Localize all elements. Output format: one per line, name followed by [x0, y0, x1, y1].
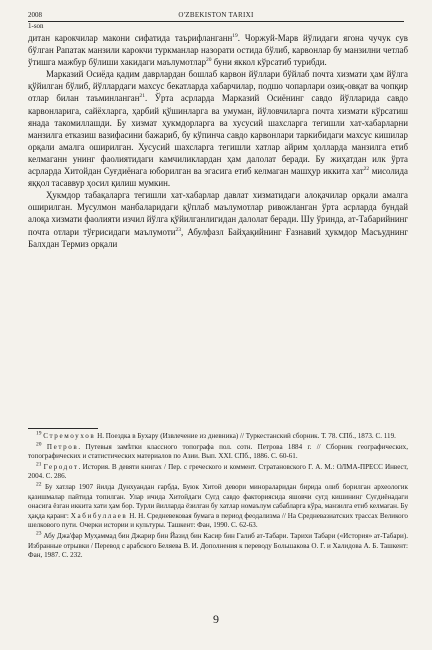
- header-year: 2008: [28, 11, 42, 19]
- header-issue: 1-son: [28, 22, 44, 30]
- text-run: Н. Поездка в Бухару (Извлечение из дневника) // Туркестанский сборник. Т. 78. СПб., 1873. С. 119.: [95, 432, 396, 440]
- text-run: , Абулфазл Байҳақийнинг Ғазнавий ҳукмдор Масъуднинг Балхдан Термиз орқали: [28, 226, 409, 249]
- running-header: [28, 10, 404, 22]
- text-run: Абу Джа'фар Муҳаммад бин Джарир бин Йазид бин Касир бин Галиб ат-Табари. Тарихи Табари («История» ат-Табари). Избранные отрывки / Перевод с арабского Беляева В. И. Дополнения к переводу Большакова О. Г. и Халидова А. Б. Ташкент: Фан, 1987. С. 232.: [28, 531, 408, 560]
- page-number: 9: [213, 612, 219, 626]
- author-name: Стремоухов: [43, 432, 96, 440]
- text-run: Н. Н. Средневековая бумага в период феодализма // На Средневазиатских трассах Великого шелкового пути. Очерки истории и культуры. Ташкент: Фан, 1990. С. 62-63.: [28, 511, 408, 530]
- text-run: Бу хатлар 1907 йилда Дунхуандан ғарбда, Буюк Хитой девори минораларидан бирида олиб борилган археологик қазишмалар пайтида топилган. Улар ичида Хитойдаги Сугд савдо факториясида яшовчи сугд кишининг Суғдиёнадаги онасига ёзган иккита хати ҳам бор. Турли йилларда ёзилган бу хатлар номаълум сабабларга кўра, манзилга етиб келмаган. Бу ҳақда қаранг:: [28, 482, 408, 520]
- header-journal-title: O'ZBEKISTON TARIXI: [178, 11, 254, 19]
- footnote-reference: 19: [232, 33, 238, 40]
- footnote: [28, 532, 408, 561]
- text-run: Ҳукмдор табақаларга тегишли хат-хабарлар давлат хизматидаги алоқачилар орқали амалга оширилган. Мусулмон манбаларидаги қўплаб маълумотлар ривожланган ўрта асрларда бундай алоқа хизмати фаолияти изчил йўлга қўйилганлигидан далолат беради. Шу ўринда, ат-Табарийнинг почта отлари тўғрисидаги маълумоти: [28, 190, 408, 237]
- text-run: . История. В девяти книгах / Пер. с греческого и коммент. Стратановского Г. А. М.: ОЛМА-ПРЕСС Инвест, 2004. С. 286.: [28, 462, 409, 481]
- footnote-number: 19: [36, 430, 42, 437]
- footnote: [28, 432, 408, 442]
- paragraph: [28, 189, 408, 249]
- paragraph: [28, 32, 408, 68]
- footnote-number: 23: [36, 530, 42, 537]
- text-run: мисолида яққол тасаввур ҳосил қилиш мумкин.: [28, 166, 408, 189]
- text-run: дитан карокчилар макони сифатида таърифланганн: [28, 33, 233, 43]
- footnote-divider: [28, 428, 98, 429]
- text-run: . Чоржуй-Марв йўлидаги ягона чучук сув бўлган Рапатак манзили карокчи туркманлар назорати остида бўлиб, карвонлар бу манзилни четлаб ўтишга мажбур бўлиши хакидаги маълумотлар: [28, 33, 408, 68]
- footnote-number: 22: [36, 481, 42, 488]
- text-run: . Путевыя замѣтки классного топографа пол. сотн. Петрова 1884 г. // Сборник географических, топографических и статистических материалов по Азии. Вып. XXI. СПб., 1886. С. 60-61.: [28, 442, 409, 461]
- footnote: [28, 483, 408, 531]
- author-name: Геродот: [43, 462, 79, 471]
- footnote: [28, 443, 408, 462]
- main-text: [28, 32, 408, 250]
- text-run: . Ўрта асрларда Марказий Осиёнинг савдо йўлларида савдо карвонларига, сайёхларга, ҳарбий қўшинларга ва умуман, йўловчиларга почта хизмати кўрсатиш янада такомиллашди. Бу хизмат ҳукмдорларга ва хусусий шахсларга тегишли хат-хабарларни манзилга етказиш вазифасини бажариб, бу кўпинча савдо карвонлари таркибидаги махсус кишилар орқали амалга оширилган. Хусусий шахсларга тегишли хатлар айрим ҳолларда манзилга етиб келмаганн унинг фаолиятидаги камчиликлардан ҳам далолат беради. Бу жиҳатдан илк ўрта асрларда Хитойдан Суғдиёнага юборилган ва эгасига етиб келмаган машҳур иккита хат: [28, 93, 408, 177]
- footnote-reference: 23: [175, 226, 181, 233]
- footnote-number: 20: [36, 441, 42, 448]
- footnote-reference: 20: [206, 57, 212, 64]
- footnote-reference: 22: [363, 166, 370, 173]
- footnote-number: 21: [36, 461, 42, 468]
- author-name: Петров: [46, 442, 79, 451]
- footnote-reference: 21: [139, 93, 145, 100]
- paragraph: [28, 68, 408, 189]
- text-run: буни яккол кўрсатиб турибди.: [211, 57, 327, 68]
- author-name: Хабибуллаев: [70, 511, 128, 520]
- footnote: [28, 463, 408, 482]
- footnotes: [28, 432, 408, 562]
- text-run: Марказий Осиёда қадим даврлардан бошлаб карвон йўллари бўйлаб почта хизмати ҳам йўлга қўйилган бўлиб, йўллардаги махсус бекатларда хабарчилар, подшо чопарлари озиқ-овқат ва чопқир отлар билан таъминланган: [28, 69, 408, 104]
